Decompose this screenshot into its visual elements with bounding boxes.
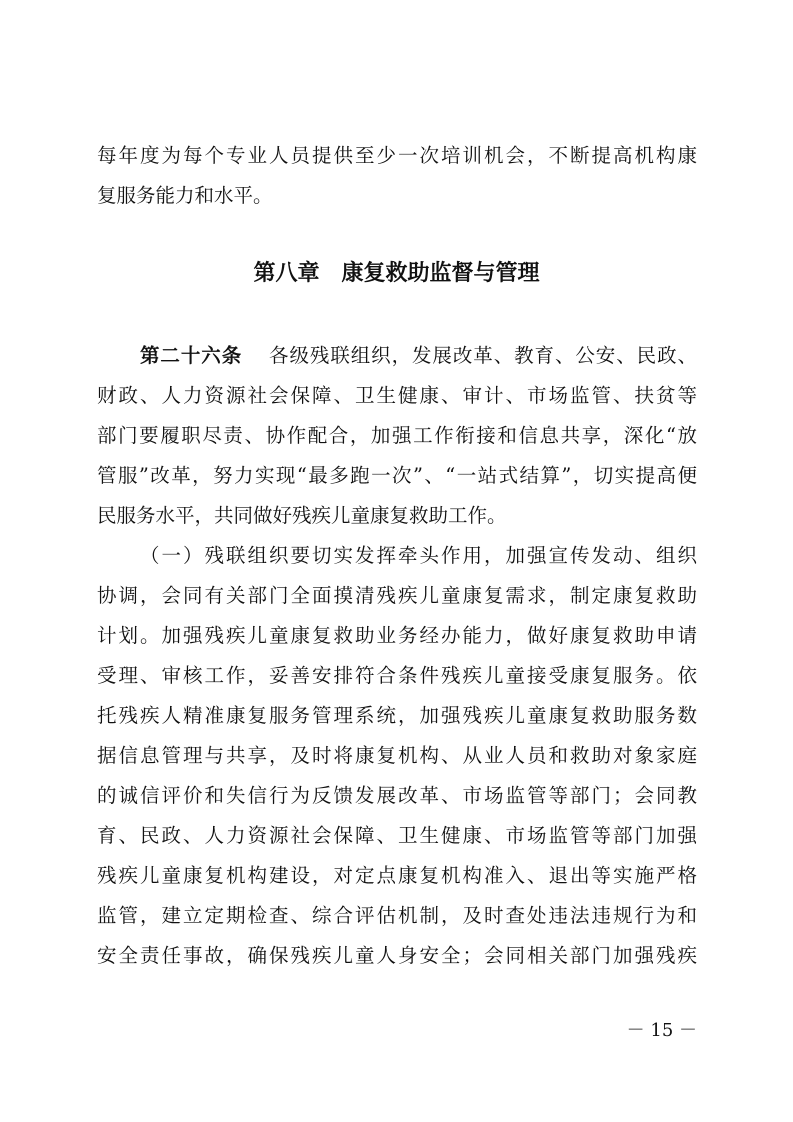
chapter-title: 第八章 康复救助监督与管理 xyxy=(253,261,540,286)
body-text-line: 据信息管理与共享，及时将康复机构、从业人员和救助对象家庭 xyxy=(97,744,697,767)
body-text-line: 的诚信评价和失信行为反馈发展改革、市场监管等部门；会同教 xyxy=(97,784,697,807)
article-first-line xyxy=(140,336,697,376)
article-first-line-text: 各级残联组织，发展改革、教育、公安、民政、 xyxy=(268,344,697,367)
body-text-line: 财政、人力资源社会保障、卫生健康、审计、市场监管、扶贫等 xyxy=(97,384,697,407)
body-text-line: 管服”改革，努力实现“最多跑一次”、“一站式结算”，切实提高便 xyxy=(97,464,697,487)
body-text-line: 民服务水平，共同做好残疾儿童康复救助工作。 xyxy=(97,504,507,527)
body-text-line: 残疾儿童康复机构建设，对定点康复机构准入、退出等实施严格 xyxy=(97,864,697,887)
body-text-line: 监管，建立定期检查、综合评估机制，及时查处违法违规行为和 xyxy=(97,904,697,927)
body-text-line: 安全责任事故，确保残疾儿童人身安全；会同相关部门加强残疾 xyxy=(97,944,697,967)
body-text-line: 每年度为每个专业人员提供至少一次培训机会，不断提高机构康 xyxy=(97,144,697,167)
body-text-line: 复服务能力和水平。 xyxy=(97,184,273,207)
page-number: － 15 － xyxy=(626,1020,697,1041)
body-text-line: 受理、审核工作，妥善安排符合条件残疾儿童接受康复服务。依 xyxy=(97,664,697,687)
body-text-line: 协调，会同有关部门全面摸清残疾儿童康复需求，制定康复救助 xyxy=(97,584,697,607)
body-text-line: 计划。加强残疾儿童康复救助业务经办能力，做好康复救助申请 xyxy=(97,624,697,647)
clause-first-line: （一）残联组织要切实发挥牵头作用，加强宣传发动、组织 xyxy=(140,544,697,567)
body-text-line: 部门要履职尽责、协作配合，加强工作衔接和信息共享，深化“放 xyxy=(97,424,697,447)
body-text-line: 育、民政、人力资源社会保障、卫生健康、市场监管等部门加强 xyxy=(97,824,697,847)
article-label: 第二十六条 xyxy=(140,344,243,367)
body-text-line: 托残疾人精准康复服务管理系统，加强残疾儿童康复救助服务数 xyxy=(97,704,697,727)
